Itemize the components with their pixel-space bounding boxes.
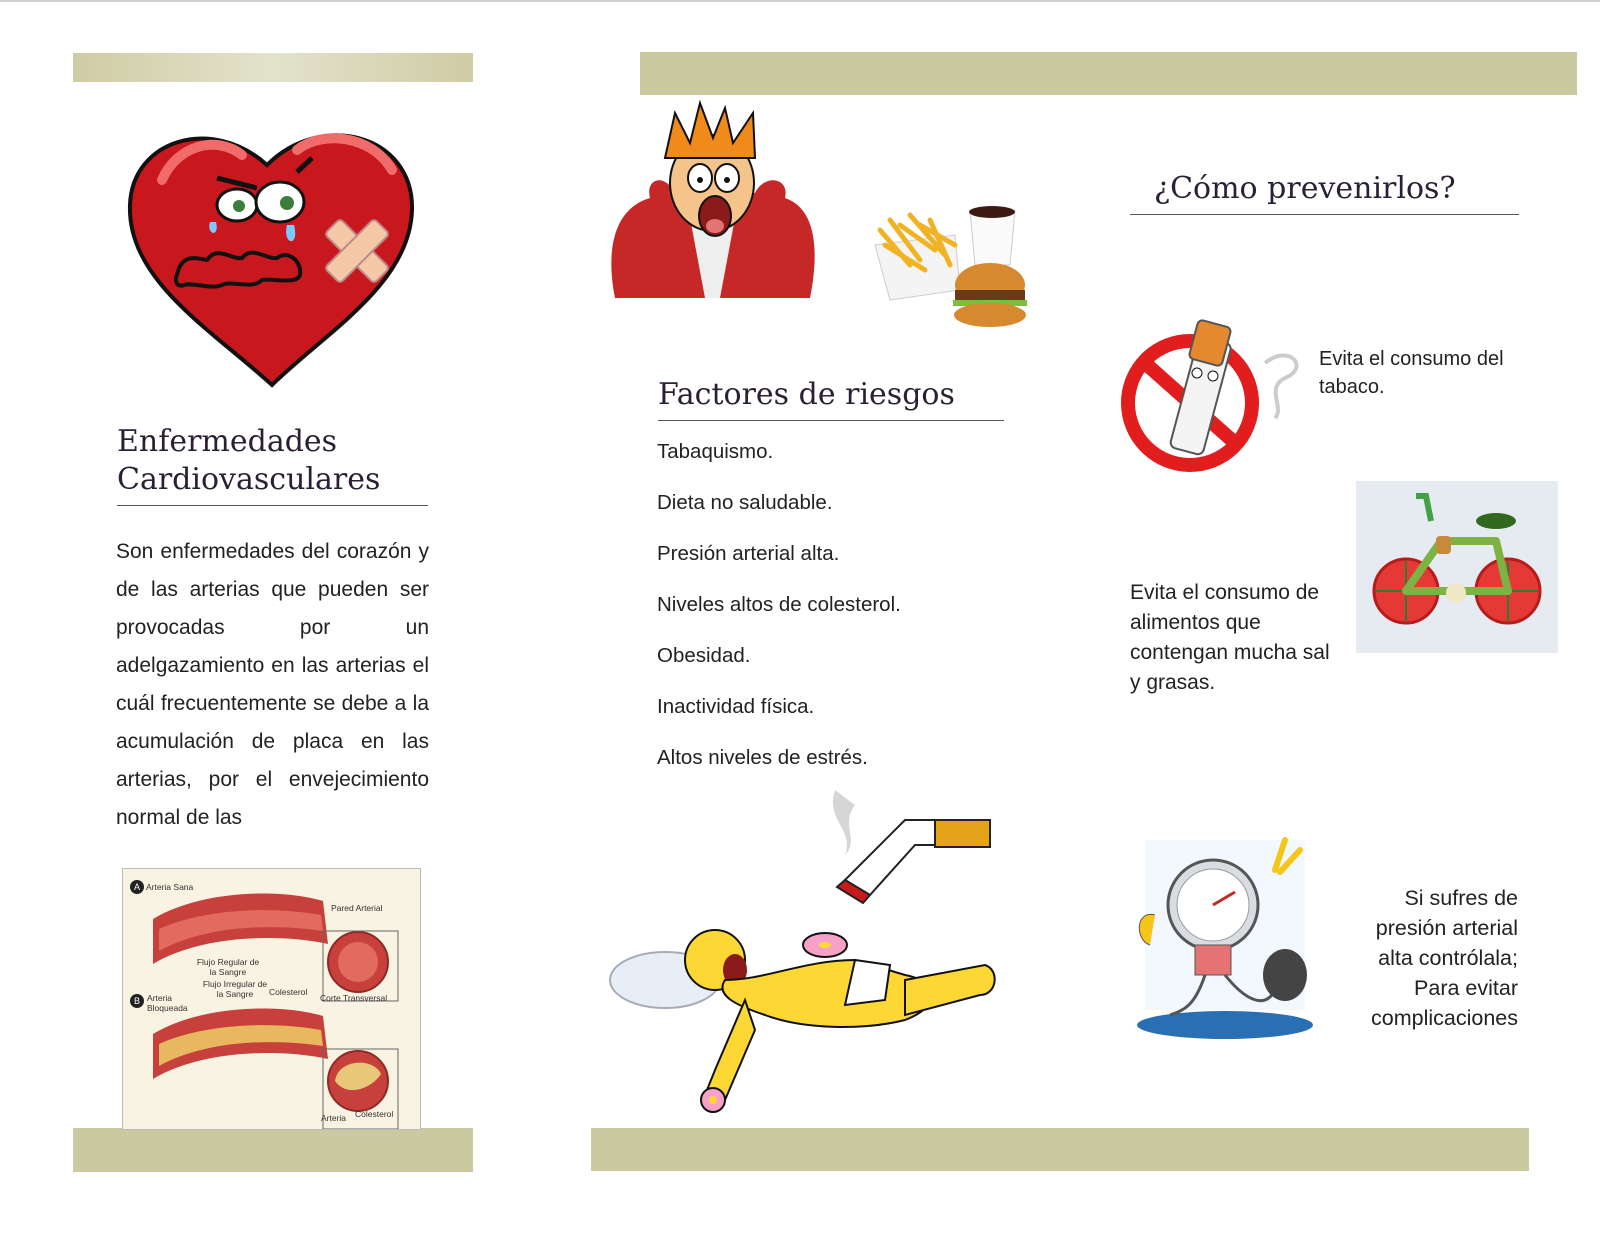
list-item: Presión arterial alta. <box>657 542 840 565</box>
label-arteria-sana: Arteria Sana <box>146 882 194 892</box>
list-item: Obesidad. <box>657 644 751 667</box>
veggie-bike-photo <box>1356 481 1558 653</box>
homer-sleeping-icon <box>605 920 1005 1130</box>
list-item: Niveles altos de colesterol. <box>657 593 901 616</box>
top-rule <box>0 0 1600 2</box>
description-clip <box>116 533 429 838</box>
list-item: Inactividad física. <box>657 695 815 718</box>
no-smoking-icon <box>1115 318 1310 483</box>
label-pared-arterial: Pared Arterial <box>331 903 383 913</box>
title-cardiovascular <box>117 423 428 506</box>
label-colesterol: Colesterol <box>269 987 308 997</box>
label-flujo-irregular: Flujo Irregular de la Sangre <box>202 979 268 999</box>
right-bottom-band <box>591 1128 1529 1171</box>
artery-diagram <box>122 868 421 1130</box>
title-line-2: Cardiovasculares <box>117 462 381 497</box>
list-item: Dieta no saludable. <box>657 491 833 514</box>
svg-text:B: B <box>133 996 141 1006</box>
left-top-band <box>73 53 473 82</box>
svg-text:A: A <box>133 882 141 892</box>
right-top-band <box>640 52 1577 95</box>
list-item: Tabaquismo. <box>657 440 774 463</box>
label-arteria: Arteria <box>321 1113 347 1123</box>
label-corte-transversal: Corte Transversal <box>320 993 388 1003</box>
blood-pressure-monitor-icon <box>1125 830 1325 1040</box>
label-flujo-regular: Flujo Regular de la Sangre <box>196 957 260 977</box>
stressed-man-icon <box>605 98 820 298</box>
tip-food: Evita el consumo de alimentos que contengan mucha sal y grasas. <box>1130 581 1330 694</box>
tip-pressure: Si sufres de presión arterial alta contrólala; Para evitar complicaciones <box>1371 886 1518 1030</box>
sad-heart-icon <box>122 110 422 390</box>
title-line-1: Enfermedades <box>117 424 338 459</box>
veggie-bike-svg <box>1356 481 1558 653</box>
label-arteria-bloqueada: Arteria Bloqueada <box>147 993 188 1013</box>
fast-food-icon <box>865 190 1030 345</box>
list-item: Altos niveles de estrés. <box>657 746 868 769</box>
description-text: Son enfermedades del corazón y de las arterias que pueden ser provocadas por un adelgazamiento en las arterias el cuál frecuentemente se debe a la acumulación de placa en las arterias, por el envejecimiento normal de las <box>116 540 429 829</box>
title-prevention: ¿Cómo prevenirlos? <box>1130 170 1519 215</box>
label-colesterol-2: Colesterol <box>355 1109 394 1119</box>
tip-tobacco: Evita el consumo del tabaco. <box>1319 348 1504 398</box>
cigarette-icon <box>825 785 1010 910</box>
left-bottom-band <box>73 1128 473 1172</box>
risk-list <box>657 432 901 789</box>
title-risk-factors: Factores de riesgos <box>658 376 1004 421</box>
